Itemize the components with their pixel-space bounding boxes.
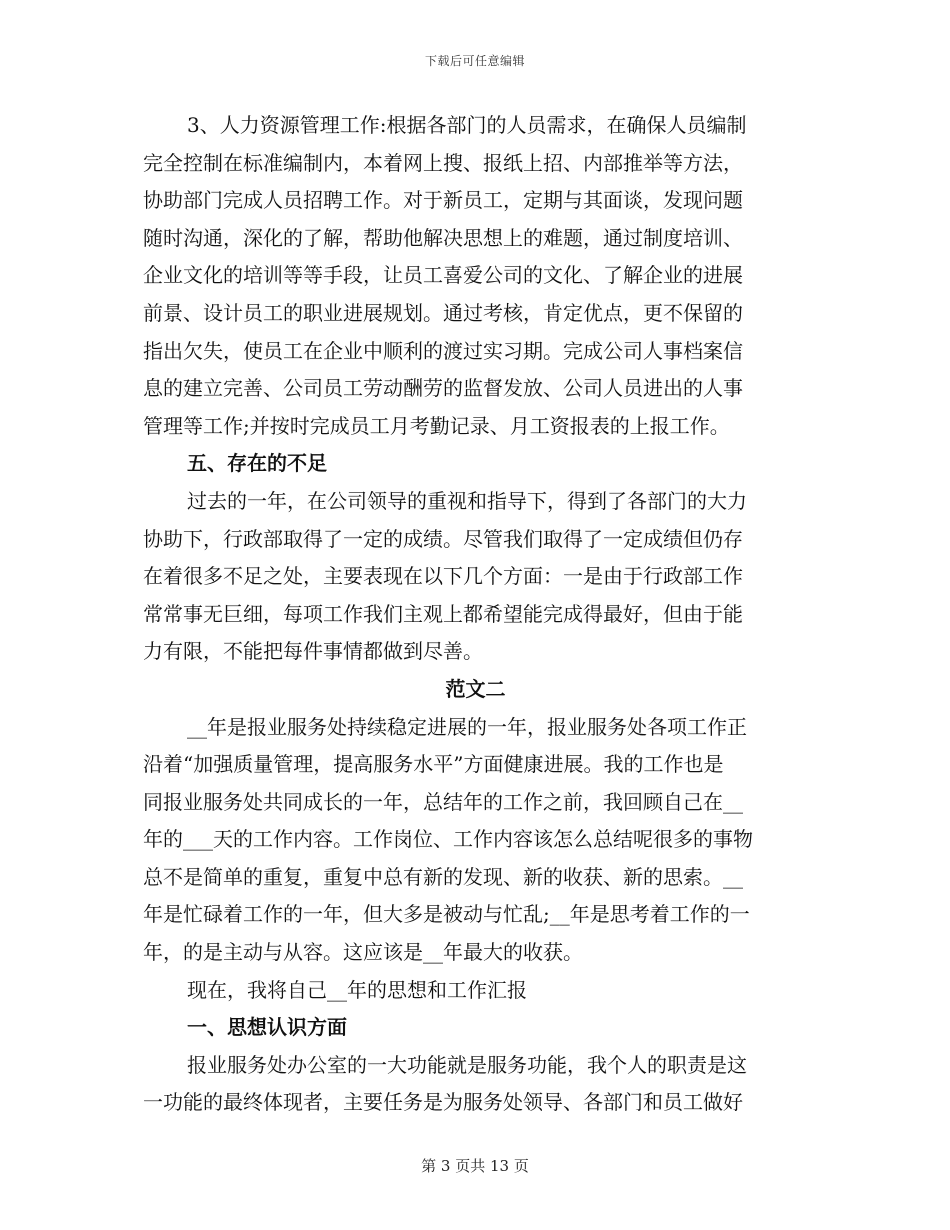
body-line: 总不是简单的重复，重复中总有新的发现、新的收获、新的思索。__: [143, 864, 743, 889]
body-line: 过去的一年，在公司领导的重视和指导下，得到了各部门的大力: [187, 488, 747, 513]
body-line: 协助下，行政部取得了一定的成绩。尽管我们取得了一定成绩但仍存: [143, 526, 743, 551]
body-line: 年，的是主动与从容。这应该是__年最大的收获。: [143, 940, 583, 965]
body-line: 报业服务处办公室的一大功能就是服务功能，我个人的职责是这: [187, 1052, 747, 1077]
body-line: 前景、设计员工的职业进展规划。通过考核，肯定优点，更不保留的: [143, 300, 743, 325]
body-line: 一功能的最终体现者，主要任务是为服务处领导、各部门和员工做好: [143, 1090, 743, 1115]
body-line: 随时沟通，深化的了解，帮助他解决思想上的难题，通过制度培训、: [143, 225, 743, 250]
body-line: 管理等工作;并按时完成员工月考勤记录、月工资报表的上报工作。: [143, 413, 730, 438]
body-line: 沿着“加强质量管理，提高服务水平”方面健康进展。我的工作也是: [143, 752, 724, 777]
document-title: 范文二: [445, 676, 506, 701]
body-line: 协助部门完成人员招聘工作。对于新员工，定期与其面谈，发现问题: [143, 188, 743, 213]
body-line: 指出欠失，使员工在企业中顺利的渡过实习期。完成公司人事档案信: [143, 338, 743, 363]
page-header: 下载后可任意编辑: [424, 54, 525, 68]
page-footer: 第 3 页共 13 页: [421, 1157, 529, 1175]
body-line: 企业文化的培训等等手段，让员工喜爱公司的文化、了解企业的进展: [143, 263, 743, 288]
body-line: 同报业服务处共同成长的一年，总结年的工作之前，我回顾自己在__: [143, 789, 743, 814]
section-heading: 一、思想认识方面: [187, 1015, 347, 1040]
body-line: 现在，我将自己__年的思想和工作汇报: [187, 977, 527, 1002]
body-line: 年是忙碌着工作的一年，但大多是被动与忙乱;__年是思考着工作的一: [143, 902, 750, 927]
body-line: 力有限，不能把每件事情都做到尽善。: [143, 639, 483, 664]
body-line: 完全控制在标准编制内，本着网上搜、报纸上招、内部推举等方法，: [143, 150, 743, 175]
body-line: __年是报业服务处持续稳定进展的一年，报业服务处各项工作正: [187, 714, 747, 739]
body-line: 3、人力资源管理工作:根据各部门的人员需求，在确保人员编制: [187, 113, 747, 137]
document-body: [143, 107, 808, 1122]
body-line: 常常事无巨细，每项工作我们主观上都希望能完成得最好，但由于能: [143, 601, 743, 626]
section-heading: 五、存在的不足: [187, 451, 327, 476]
body-line: 息的建立完善、公司员工劳动酬劳的监督发放、公司人员进出的人事: [143, 376, 743, 401]
body-line: 年的___天的工作内容。工作岗位、工作内容该怎么总结呢很多的事物: [143, 827, 753, 852]
body-line: 在着很多不足之处，主要表现在以下几个方面：一是由于行政部工作: [143, 564, 743, 589]
